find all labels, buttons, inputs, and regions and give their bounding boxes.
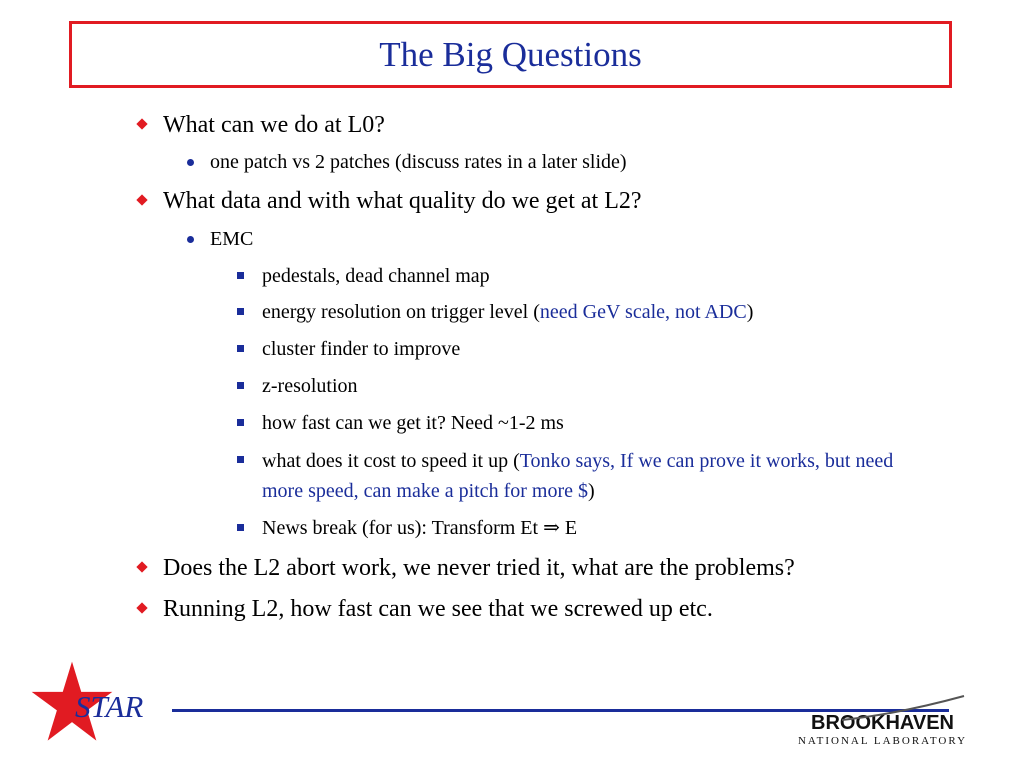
bullet-text: Does the L2 abort work, we never tried it, what are the problems? <box>163 555 795 581</box>
bullet-item <box>236 374 926 399</box>
diamond-bullet-icon <box>136 602 147 613</box>
bullet-text: z-resolution <box>262 375 358 397</box>
bullet-item <box>236 337 926 362</box>
slide-title: The Big Questions <box>379 34 642 74</box>
bullet-text: pedestals, dead channel map <box>262 265 490 287</box>
bullet-text: energy resolution on trigger level (need GeV scale, not ADC) <box>262 301 754 323</box>
highlight-text: Tonko says, If we can prove it works, but need more speed, can make a pitch for more $ <box>262 450 894 502</box>
bullet-item <box>185 150 627 175</box>
bullet-text: What can we do at L0? <box>163 112 385 138</box>
bullet-text: What data and with what quality do we get at L2? <box>163 188 642 214</box>
bullet-text: how fast can we get it? Need ~1-2 ms <box>262 412 564 434</box>
bullet-text: one patch vs 2 patches (discuss rates in a later slide) <box>210 151 627 173</box>
lab-subtitle: NATIONAL LABORATORY <box>797 735 968 747</box>
bullet-item <box>236 448 896 506</box>
highlight-text: need GeV scale, not ADC <box>539 301 747 323</box>
lab-name: BROOKHAVEN <box>811 712 954 734</box>
square-bullet-icon <box>237 272 244 279</box>
star-label: STAR <box>75 689 144 724</box>
bullet-item <box>236 264 926 289</box>
diamond-bullet-icon <box>136 194 147 205</box>
dot-bullet-icon <box>187 159 194 166</box>
square-bullet-icon <box>237 382 244 389</box>
square-bullet-icon <box>237 308 244 315</box>
bullet-item <box>185 227 253 252</box>
square-bullet-icon <box>237 419 244 426</box>
bullet-text: News break (for us): Transform Et ⇒ E <box>262 517 578 539</box>
square-bullet-icon <box>237 456 244 463</box>
bullet-item <box>136 110 385 140</box>
bullet-text: Running L2, how fast can we see that we screwed up etc. <box>163 596 713 622</box>
bullet-item <box>136 553 795 583</box>
diamond-bullet-icon <box>136 118 147 129</box>
bullet-item <box>236 516 926 541</box>
bullet-text: what does it cost to speed it up (Tonko says, If we can prove it works, but need more speed, can make a pitch for more $) <box>262 450 894 502</box>
diamond-bullet-icon <box>136 561 147 572</box>
swoosh-icon <box>840 694 970 724</box>
title-frame <box>69 21 952 88</box>
bullet-item <box>136 594 713 624</box>
dot-bullet-icon <box>187 236 194 243</box>
brookhaven-logo <box>795 694 970 747</box>
square-bullet-icon <box>237 524 244 531</box>
bullet-text: EMC <box>210 228 254 250</box>
bullet-item <box>236 411 926 436</box>
square-bullet-icon <box>237 345 244 352</box>
bullet-text: cluster finder to improve <box>262 338 461 360</box>
bullet-item <box>236 300 926 325</box>
bullet-item <box>136 186 642 216</box>
